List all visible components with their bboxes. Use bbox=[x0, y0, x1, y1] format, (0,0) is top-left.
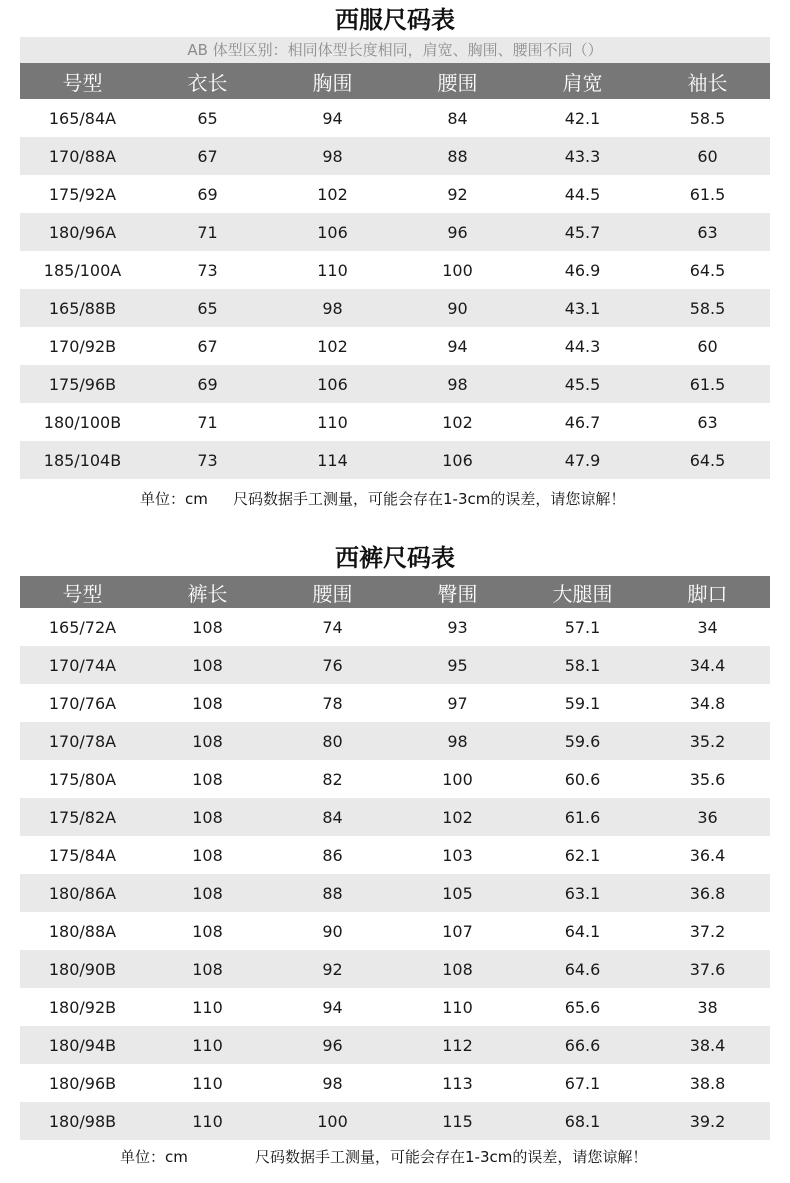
measurement-cell: 69 bbox=[197, 184, 218, 204]
size-code-cell: 180/98B bbox=[20, 1102, 145, 1140]
measurement-cell: 108 bbox=[145, 874, 270, 912]
measurement-cell: 64.5 bbox=[689, 260, 726, 280]
measurement-cell: 63 bbox=[645, 213, 770, 251]
size-code-cell: 180/94B bbox=[20, 1026, 145, 1064]
header-pants-length: 裤长 bbox=[145, 576, 270, 608]
measurement-cell: 60 bbox=[697, 336, 718, 356]
measurement-cell: 95 bbox=[395, 646, 520, 684]
measurement-cell: 100 bbox=[442, 769, 473, 789]
measurement-cell: 113 bbox=[442, 1073, 473, 1093]
size-code-cell: 165/84A bbox=[48, 108, 117, 128]
measurement-cell: 43.3 bbox=[520, 137, 645, 175]
measurement-cell: 102 bbox=[317, 184, 348, 204]
measurement-cell: 34 bbox=[697, 617, 718, 637]
measurement-cell: 92 bbox=[270, 950, 395, 988]
measurement-cell: 88 bbox=[270, 874, 395, 912]
measurement-cell: 34.8 bbox=[689, 693, 726, 713]
table-row bbox=[20, 441, 770, 479]
measurement-cell: 88 bbox=[395, 137, 520, 175]
measurement-cell: 73 bbox=[145, 441, 270, 479]
measurement-cell: 64.6 bbox=[520, 950, 645, 988]
measurement-cell: 35.2 bbox=[645, 722, 770, 760]
measurement-cell: 112 bbox=[395, 1026, 520, 1064]
header-hip: 臀围 bbox=[395, 576, 520, 608]
measurement-cell: 103 bbox=[442, 845, 473, 865]
table-row bbox=[20, 646, 770, 684]
header-thigh: 大腿围 bbox=[520, 576, 645, 608]
table-row bbox=[20, 213, 770, 251]
measurement-cell: 110 bbox=[145, 1026, 270, 1064]
measurement-cell: 110 bbox=[317, 412, 348, 432]
header-size-code: 号型 bbox=[20, 576, 145, 608]
measurement-cell: 98 bbox=[395, 365, 520, 403]
measurement-cell: 98 bbox=[270, 137, 395, 175]
measurement-cell: 45.5 bbox=[520, 365, 645, 403]
table-row bbox=[20, 988, 770, 1026]
size-code-cell: 175/96B bbox=[20, 365, 145, 403]
measurement-cell: 108 bbox=[145, 646, 270, 684]
measurement-cell: 68.1 bbox=[520, 1102, 645, 1140]
measurement-cell: 110 bbox=[192, 997, 223, 1017]
measurement-cell: 38.8 bbox=[689, 1073, 726, 1093]
measurement-cell: 94 bbox=[322, 108, 343, 128]
measurement-cell: 110 bbox=[145, 1102, 270, 1140]
measurement-cell: 110 bbox=[317, 260, 348, 280]
size-code-cell: 180/96A bbox=[20, 213, 145, 251]
table-row bbox=[20, 798, 770, 836]
pants-table-body bbox=[20, 608, 770, 1140]
pants-size-table bbox=[20, 576, 770, 1140]
measurement-cell: 82 bbox=[322, 769, 343, 789]
measurement-cell: 64.1 bbox=[564, 921, 601, 941]
measurement-cell: 59.1 bbox=[564, 693, 601, 713]
measurement-cell: 34.4 bbox=[645, 646, 770, 684]
size-code-cell: 185/104B bbox=[20, 441, 145, 479]
pants-measurement-note: 尺码数据手工测量，可能会存在1-3cm的误差，请您谅解！ bbox=[255, 1148, 648, 1166]
suit-size-table bbox=[20, 63, 770, 479]
suit-measurement-note: 尺码数据手工测量，可能会存在1-3cm的误差，请您谅解！ bbox=[233, 490, 626, 508]
measurement-cell: 78 bbox=[322, 693, 343, 713]
table-row bbox=[20, 1026, 770, 1064]
size-code-cell: 175/82A bbox=[20, 798, 145, 836]
measurement-cell: 102 bbox=[395, 798, 520, 836]
measurement-cell: 46.9 bbox=[564, 260, 601, 280]
measurement-cell: 84 bbox=[270, 798, 395, 836]
table-row bbox=[20, 1102, 770, 1140]
measurement-cell: 73 bbox=[197, 260, 218, 280]
measurement-cell: 58.5 bbox=[689, 108, 726, 128]
table-row bbox=[20, 1064, 770, 1102]
size-code-cell: 170/88A bbox=[20, 137, 145, 175]
size-code-cell: 180/86A bbox=[20, 874, 145, 912]
measurement-cell: 63 bbox=[697, 412, 718, 432]
measurement-cell: 100 bbox=[270, 1102, 395, 1140]
measurement-cell: 44.5 bbox=[564, 184, 601, 204]
measurement-cell: 96 bbox=[270, 1026, 395, 1064]
measurement-cell: 65.6 bbox=[564, 997, 601, 1017]
table-row bbox=[20, 403, 770, 441]
measurement-cell: 108 bbox=[192, 617, 223, 637]
table-row bbox=[20, 608, 770, 646]
measurement-cell: 60 bbox=[645, 137, 770, 175]
size-code-cell: 175/80A bbox=[48, 769, 117, 789]
measurement-cell: 37.2 bbox=[689, 921, 726, 941]
measurement-cell: 59.6 bbox=[520, 722, 645, 760]
header-size-code: 号型 bbox=[20, 63, 145, 99]
measurement-cell: 96 bbox=[395, 213, 520, 251]
size-code-cell: 175/92A bbox=[48, 184, 117, 204]
suit-table-body bbox=[20, 99, 770, 479]
measurement-cell: 106 bbox=[270, 213, 395, 251]
measurement-cell: 74 bbox=[322, 617, 343, 637]
measurement-cell: 37.6 bbox=[645, 950, 770, 988]
header-sleeve-length: 袖长 bbox=[645, 63, 770, 99]
header-shoulder-width: 肩宽 bbox=[520, 63, 645, 99]
header-waist: 腰围 bbox=[395, 63, 520, 99]
measurement-cell: 43.1 bbox=[520, 289, 645, 327]
table-row bbox=[20, 137, 770, 175]
table-row bbox=[20, 912, 770, 950]
suit-unit-label: 单位：cm bbox=[140, 490, 208, 508]
measurement-cell: 108 bbox=[145, 950, 270, 988]
measurement-cell: 80 bbox=[270, 722, 395, 760]
table-row bbox=[20, 836, 770, 874]
measurement-cell: 67 bbox=[197, 336, 218, 356]
measurement-cell: 38 bbox=[697, 997, 718, 1017]
measurement-cell: 44.3 bbox=[564, 336, 601, 356]
measurement-cell: 42.1 bbox=[564, 108, 601, 128]
measurement-cell: 97 bbox=[447, 693, 468, 713]
table-row bbox=[20, 874, 770, 912]
measurement-cell: 38.4 bbox=[645, 1026, 770, 1064]
measurement-cell: 94 bbox=[447, 336, 468, 356]
measurement-cell: 100 bbox=[442, 260, 473, 280]
measurement-cell: 39.2 bbox=[645, 1102, 770, 1140]
measurement-cell: 46.7 bbox=[564, 412, 601, 432]
size-code-cell: 185/100A bbox=[43, 260, 122, 280]
measurement-cell: 90 bbox=[395, 289, 520, 327]
table-row bbox=[20, 760, 770, 798]
measurement-cell: 36.8 bbox=[645, 874, 770, 912]
measurement-cell: 105 bbox=[395, 874, 520, 912]
measurement-cell: 92 bbox=[447, 184, 468, 204]
measurement-cell: 58.1 bbox=[520, 646, 645, 684]
measurement-cell: 61.5 bbox=[689, 184, 726, 204]
size-code-cell: 170/76A bbox=[48, 693, 117, 713]
measurement-cell: 47.9 bbox=[520, 441, 645, 479]
size-code-cell: 180/90B bbox=[20, 950, 145, 988]
measurement-cell: 108 bbox=[145, 798, 270, 836]
measurement-cell: 98 bbox=[395, 722, 520, 760]
size-code-cell: 165/72A bbox=[48, 617, 117, 637]
header-jacket-length: 衣长 bbox=[145, 63, 270, 99]
header-waist: 腰围 bbox=[270, 576, 395, 608]
size-code-cell: 180/88A bbox=[48, 921, 117, 941]
size-code-cell: 170/74A bbox=[20, 646, 145, 684]
measurement-cell: 65 bbox=[145, 289, 270, 327]
table-row bbox=[20, 365, 770, 403]
pants-unit-label: 单位：cm bbox=[120, 1148, 188, 1166]
measurement-cell: 61.5 bbox=[645, 365, 770, 403]
measurement-cell: 110 bbox=[192, 1073, 223, 1093]
measurement-cell: 86 bbox=[322, 845, 343, 865]
measurement-cell: 67 bbox=[145, 137, 270, 175]
measurement-cell: 61.6 bbox=[520, 798, 645, 836]
size-code-cell: 180/100B bbox=[43, 412, 122, 432]
size-code-cell: 170/78A bbox=[20, 722, 145, 760]
measurement-cell: 108 bbox=[192, 921, 223, 941]
measurement-cell: 108 bbox=[145, 722, 270, 760]
measurement-cell: 67.1 bbox=[564, 1073, 601, 1093]
size-code-cell: 175/84A bbox=[48, 845, 117, 865]
measurement-cell: 62.1 bbox=[564, 845, 601, 865]
measurement-cell: 108 bbox=[395, 950, 520, 988]
measurement-cell: 60.6 bbox=[564, 769, 601, 789]
measurement-cell: 65 bbox=[197, 108, 218, 128]
table-row bbox=[20, 950, 770, 988]
measurement-cell: 110 bbox=[442, 997, 473, 1017]
measurement-cell: 108 bbox=[192, 769, 223, 789]
measurement-cell: 108 bbox=[192, 845, 223, 865]
size-code-cell: 170/92B bbox=[48, 336, 117, 356]
measurement-cell: 45.7 bbox=[520, 213, 645, 251]
measurement-cell: 94 bbox=[322, 997, 343, 1017]
measurement-cell: 93 bbox=[447, 617, 468, 637]
measurement-cell: 90 bbox=[322, 921, 343, 941]
table-row bbox=[20, 684, 770, 722]
table-row bbox=[20, 99, 770, 137]
measurement-cell: 69 bbox=[145, 365, 270, 403]
table-row bbox=[20, 289, 770, 327]
measurement-cell: 108 bbox=[192, 693, 223, 713]
measurement-cell: 107 bbox=[442, 921, 473, 941]
size-code-cell: 165/88B bbox=[20, 289, 145, 327]
table-row bbox=[20, 251, 770, 289]
measurement-cell: 114 bbox=[270, 441, 395, 479]
measurement-cell: 63.1 bbox=[520, 874, 645, 912]
measurement-cell: 36.4 bbox=[689, 845, 726, 865]
measurement-cell: 64.5 bbox=[645, 441, 770, 479]
suit-size-chart-title: 西服尺码表 bbox=[335, 6, 455, 34]
measurement-cell: 58.5 bbox=[645, 289, 770, 327]
table-header-row bbox=[20, 576, 770, 608]
measurement-cell: 36 bbox=[645, 798, 770, 836]
measurement-cell: 84 bbox=[447, 108, 468, 128]
table-row bbox=[20, 175, 770, 213]
size-code-cell: 180/92B bbox=[48, 997, 117, 1017]
measurement-cell: 71 bbox=[145, 213, 270, 251]
measurement-cell: 71 bbox=[197, 412, 218, 432]
measurement-cell: 106 bbox=[395, 441, 520, 479]
measurement-cell: 57.1 bbox=[564, 617, 601, 637]
measurement-cell: 102 bbox=[317, 336, 348, 356]
measurement-cell: 102 bbox=[442, 412, 473, 432]
measurement-cell: 66.6 bbox=[520, 1026, 645, 1064]
body-type-note: AB 体型区别：相同体型长度相同，肩宽、胸围、腰围不同（） bbox=[20, 37, 770, 63]
measurement-cell: 98 bbox=[322, 1073, 343, 1093]
measurement-cell: 98 bbox=[270, 289, 395, 327]
measurement-cell: 115 bbox=[395, 1102, 520, 1140]
size-code-cell: 180/96B bbox=[48, 1073, 117, 1093]
measurement-cell: 106 bbox=[270, 365, 395, 403]
table-row bbox=[20, 327, 770, 365]
measurement-cell: 76 bbox=[270, 646, 395, 684]
table-header-row bbox=[20, 63, 770, 99]
measurement-cell: 35.6 bbox=[689, 769, 726, 789]
pants-size-chart-title: 西裤尺码表 bbox=[335, 544, 455, 572]
table-row bbox=[20, 722, 770, 760]
header-chest: 胸围 bbox=[270, 63, 395, 99]
header-leg-opening: 脚口 bbox=[645, 576, 770, 608]
